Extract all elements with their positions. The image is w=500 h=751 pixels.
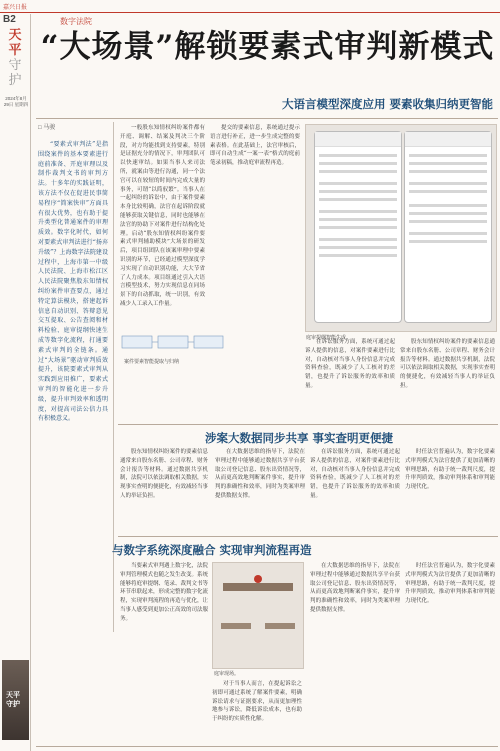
phone-screenshot-left [314, 131, 402, 323]
article-photo-phones [305, 124, 497, 332]
bottom-rule [36, 746, 498, 747]
subhead-1: 大语言模型深度应用 要素收集归纳更智能 [281, 97, 493, 111]
article-column-6: 在诉讼服务方面，系统可通过起诉人提供的信息，对案件要素进行比对，自动核对当事人身份信息并完成资料查验，既减少了人工核对的差错，也提升了诉讼服务的效率和质量。 [310, 449, 400, 499]
lead-paragraph: “要素式审判法”是指围绕案件的基本要素进行庭前准备、开庭审理以及制作裁判文书的审判方法。十多年的实践证明，该方法不仅在促进民事简易程序“简案快审”方面具有很大优势，也有助于提升类型化普通案件的审理质效。数字化时代，如何对要素式审判法进行“扬弃升级”？上海数字法院建设过程中，上海市第一中级人民法院、上海市松江区人民法院聚焦股东知情权纠纷案件审查要点，通过特定算法模块，搭建起诉信息自动识别、答辩意见交互提取、公告查阅和材料检验、庭审提纲快速生成等数字化流程，打通要素式审判的全链条。通过“大场景”驱动审判质效提升，该院要素式审判从实践到应用推广，要素式审判的智能化进一步升级，提升审判效率和透明度，对提高司法公信力具有积极意义。 [38, 141, 108, 423]
phone-screenshot-right [404, 131, 492, 323]
article-column-4: 股东知情权纠纷案件的要素信息通常来自股东名册、公司章程、财务会计报告等材料。通过数据共享机制，法院可以依法调取相关数据，实现事实查明的便捷化，有效减轻当事人的举证负担。 [120, 449, 208, 499]
photo-caption: 庭审提纲智能生成。 [306, 335, 352, 341]
subhead-3: 与数字系统深度融合 实现审判流程再造 [112, 543, 312, 557]
column-brand: 天平 [8, 28, 22, 58]
photo2-caption: 庭审现场。 [214, 671, 240, 677]
article-column-8: 当要素式审判遇上数字化，法院审判管理模式也随之发生改变。系统能够将庭审提纲、笔录、裁判文书等环节串联起来，形成完整的数字化流程，实现审判流程的再造与优化，让当事人感受到更加公正高效的司法服务。 [120, 563, 208, 622]
column-brand-secondary: 守护 [8, 58, 22, 88]
author-byline: □ 马骏 [38, 125, 56, 131]
divider [118, 536, 498, 537]
article-photo-courtroom [212, 562, 304, 669]
article-column-10: 在大数据思维的指导下，法院在审理过程中能够通过数据共享平台获取公司登记信息、股东出资情况等，从而更高效地判断案件事实，提升审判的准确性和效率，同时为类案审理提供数据支撑。 [310, 563, 400, 613]
section-label: 数字法院 [60, 17, 92, 26]
subhead-2: 涉案大数据同步共享 事实查明更便捷 [205, 431, 394, 445]
article-column-5: 在大数据思维的指导下，法院在审理过程中能够通过数据共享平台获取公司登记信息、股东出资情况等，从而更高效地判断案件事实，提升审判的准确性和效率，同时为类案审理提供数据支撑。 [215, 449, 305, 499]
article-column-1: 一般股东知情权纠纷案件都有开庭、调解、结案及判决三个阶段，对方均能找到支持要素，特别是证据充分的情况下，审判团队可以快速审结。如果当事人来司法所，就案由等进行沟通，同一个法官可以在较短的时间内完成大量的事务，可谓“以简驭繁”。当事人在一起纠纷的诉讼中，由于案件要素本身比较明确，法官在起诉阶段就能够获取关键信息，同时也能够在法官的协助下对案件进行结构化处理。启动“股东知情权纠纷案件要素式审判辅助模块”大场景的研发后，项目组团队在该案审理中要素识别的环节，已经通过模型深度学习实现了自动识别功能，大大节省了人力成本。项目组通过引入大语言模型技术，努力实现信息在同场景下的自动抓取，统一识别，有效减少人工录入工作量。 [120, 125, 205, 307]
article-column-9: 对于当事人而言，在提起诉讼之初即可通过系统了解案件要素，明确诉讼请求与证据要求，从而更加理性地参与诉讼，降低诉讼成本，也有助于纠纷的实质性化解。 [212, 681, 302, 723]
page-number: B2 [3, 14, 16, 25]
headline: “大场景”解锁要素式审判新模式 [40, 29, 495, 65]
article-column-3b: 股东知情权纠纷案件的要素信息通常来自股东名册、公司章程、财务会计报告等材料。通过数据共享机制，法院可以依法调取相关数据，实现事实查明的便捷化，有效减轻当事人的举证负担。 [400, 339, 495, 389]
article-column-11: 时任法官普遍认为，数字化要素式审判模式为法官提供了更加清晰的审理思路，有助于统一裁判尺度，提升审判质效，推动审判体系和审判能力现代化。 [405, 563, 495, 605]
sidebar [0, 14, 31, 751]
newspaper-name: 嘉兴日报 [3, 5, 28, 11]
divider [36, 118, 498, 119]
article-column-2: 提交的要素信息，系统通过提示语言进行补正，进一步生成完整的要素表格。在此基础上，法官审核后，即可自动生成“一案一表”格式的庭前笔录初稿，推动庭审流程再造。 [210, 125, 300, 167]
newspaper-topbar [0, 0, 500, 12]
diagram-caption: 案件要素智能提取与归纳 [124, 359, 180, 365]
divider [118, 424, 498, 425]
article-column-3: 在诉讼服务方面，系统可通过起诉人提供的信息，对案件要素进行比对，自动核对当事人身份信息并完成资料查验，既减少了人工核对的差错，也提升了诉讼服务的效率和质量。 [305, 339, 395, 389]
sidebar-photo-label: 天平守护 [6, 690, 20, 708]
article-column-7: 时任法官普遍认为，数字化要素式审判模式为法官提供了更加清晰的审理思路，有助于统一裁判尺度，提升审判质效，推动审判体系和审判能力现代化。 [405, 449, 495, 491]
issue-date: 2024年8月29日 星期四 [3, 96, 29, 107]
top-rule [0, 12, 500, 13]
